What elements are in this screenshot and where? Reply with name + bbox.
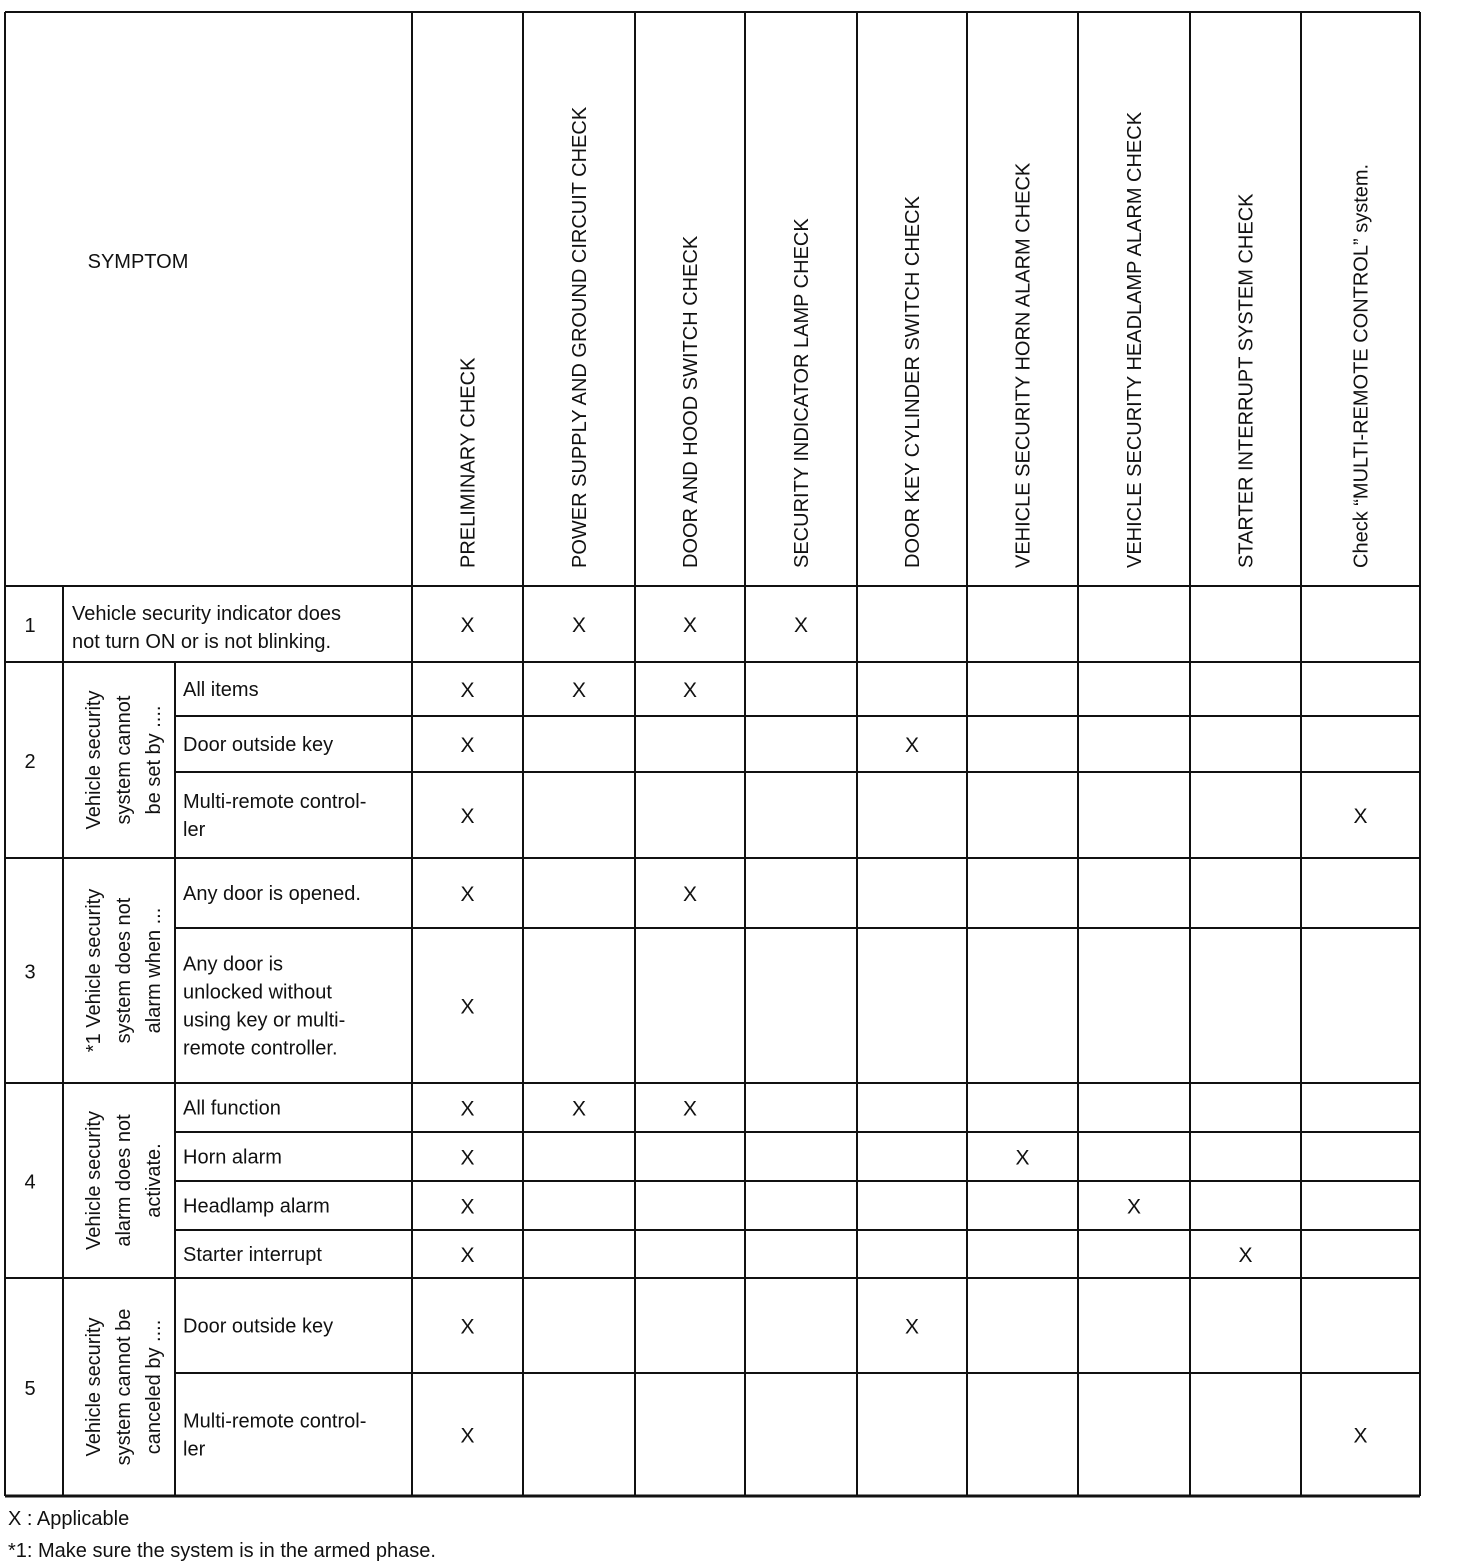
symptom-condition: Multi-remote control- [183, 1410, 367, 1433]
applicable-mark: X [682, 679, 698, 702]
column-header-7: VEHICLE SECURITY HEADLAMP ALARM CHECK [1124, 111, 1146, 568]
applicable-mark: X [460, 883, 475, 906]
symptom-condition: All function [183, 1097, 281, 1120]
applicable-mark: X [904, 1315, 920, 1339]
applicable-mark: X [904, 734, 920, 757]
applicable-mark: X [460, 1315, 475, 1339]
symptom-category: alarm when ... [143, 907, 165, 1034]
symptom-condition: Starter interrupt [183, 1244, 322, 1266]
symptom-condition: Horn alarm [183, 1146, 282, 1169]
applicable-mark: X [460, 734, 475, 757]
applicable-mark: X [1353, 805, 1368, 828]
applicable-mark: X [682, 614, 698, 637]
symptom-category: Vehicle security [83, 1111, 105, 1250]
applicable-mark: X [571, 614, 587, 637]
symptom-category: system cannot [113, 695, 135, 825]
symptom-category: system cannot be [113, 1308, 135, 1466]
symptom-header: SYMPTOM [87, 251, 189, 273]
applicable-mark: X [460, 1146, 475, 1170]
applicable-mark: X [460, 1244, 475, 1267]
symptom-number: 2 [24, 751, 36, 773]
applicable-mark: X [460, 1195, 475, 1219]
column-header-6: VEHICLE SECURITY HORN ALARM CHECK [1012, 162, 1035, 568]
symptom-category: system does not [113, 897, 135, 1044]
symptom-number: 4 [24, 1171, 36, 1194]
applicable-mark: X [682, 883, 698, 906]
column-header-8: STARTER INTERRUPT SYSTEM CHECK [1235, 193, 1258, 568]
symptom-condition: Headlamp alarm [183, 1195, 330, 1218]
applicable-mark: X [460, 614, 475, 637]
legend-applicable: X : Applicable [8, 1508, 130, 1530]
column-header-3: DOOR AND HOOD SWITCH CHECK [680, 235, 702, 568]
applicable-mark: X [460, 805, 475, 828]
symptom-category: *1 Vehicle security [83, 888, 105, 1053]
symptom-category: be set by .... [143, 705, 165, 815]
symptom-condition: using key or multi- [183, 1009, 346, 1032]
symptom-description: Vehicle security indicator does [72, 603, 342, 625]
applicable-mark: X [460, 1097, 475, 1121]
column-header-2: POWER SUPPLY AND GROUND CIRCUIT CHECK [569, 106, 591, 568]
applicable-mark: X [460, 1424, 475, 1448]
symptom-condition: Any door is opened. [183, 883, 361, 905]
symptom-condition: All items [183, 679, 259, 701]
symptom-condition: ler [183, 1438, 206, 1461]
symptom-category: canceled by .... [143, 1319, 165, 1455]
symptom-description: not turn ON or is not blinking. [72, 631, 332, 653]
symptom-condition: unlocked without [183, 981, 332, 1004]
symptom-category: Vehicle security [83, 690, 105, 830]
symptom-condition: Any door is [183, 953, 284, 976]
symptom-number: 5 [24, 1378, 36, 1400]
symptom-category: Vehicle security [83, 1317, 105, 1457]
column-header-5: DOOR KEY CYLINDER SWITCH CHECK [902, 196, 924, 568]
symptom-condition: remote controller. [183, 1037, 338, 1060]
applicable-mark: X [1238, 1244, 1253, 1267]
column-header-9: Check “MULTI-REMOTE CONTROL” system. [1350, 163, 1373, 568]
applicable-mark: X [682, 1097, 698, 1121]
symptom-number: 1 [24, 615, 36, 637]
symptom-condition: Door outside key [183, 1315, 334, 1338]
symptom-condition: Multi-remote control- [183, 791, 367, 813]
symptom-condition: ler [183, 819, 206, 841]
legend-footnote: *1: Make sure the system is in the armed phase. [8, 1540, 436, 1562]
applicable-mark: X [460, 995, 475, 1019]
column-header-4: SECURITY INDICATOR LAMP CHECK [791, 218, 813, 568]
column-header-1: PRELIMINARY CHECK [457, 357, 480, 568]
symptom-category: activate. [143, 1143, 165, 1218]
symptom-condition: Door outside key [183, 734, 334, 756]
applicable-mark: X [793, 614, 809, 637]
applicable-mark: X [1353, 1424, 1368, 1448]
applicable-mark: X [571, 679, 587, 702]
applicable-mark: X [571, 1097, 587, 1121]
applicable-mark: X [460, 679, 475, 702]
symptom-number: 3 [24, 961, 36, 984]
applicable-mark: X [1015, 1146, 1030, 1170]
applicable-mark: X [1126, 1195, 1142, 1219]
symptom-category: alarm does not [113, 1114, 135, 1247]
